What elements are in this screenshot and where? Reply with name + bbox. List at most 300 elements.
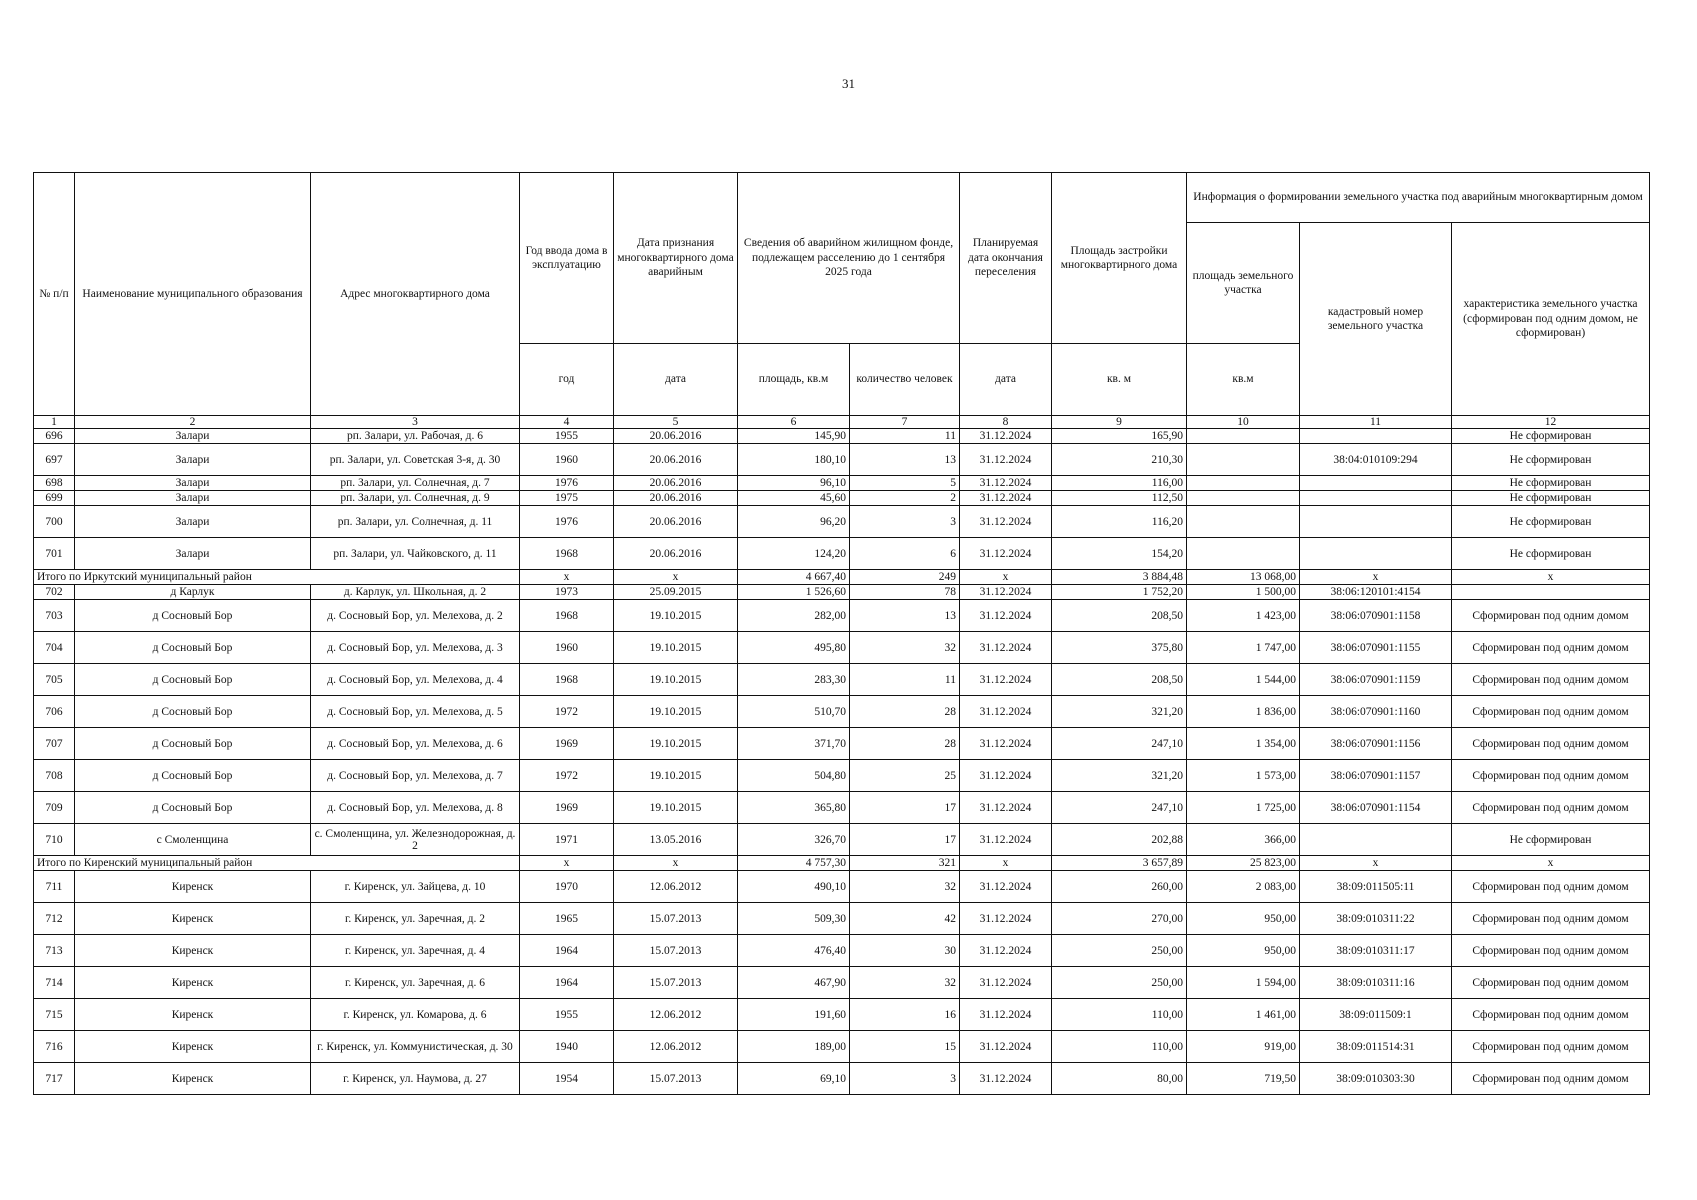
planned-end-cell: 31.12.2024 [960, 444, 1052, 476]
people-cell: 11 [850, 664, 960, 696]
cadastral-cell: 38:06:070901:1158 [1300, 600, 1452, 632]
col-number: 12 [1452, 416, 1650, 429]
year-cell: 1968 [520, 664, 614, 696]
land-char-cell: Сформирован под одним домом [1452, 760, 1650, 792]
building-area-cell: 250,00 [1052, 935, 1187, 967]
header-unit-sqm: кв. м [1052, 344, 1187, 416]
cadastral-cell: 38:06:070901:1156 [1300, 728, 1452, 760]
date-recognized-cell: 20.06.2016 [614, 444, 738, 476]
municipality-cell: Киренск [75, 967, 311, 999]
land-area-cell [1187, 429, 1300, 444]
municipality-cell: д Сосновый Бор [75, 696, 311, 728]
col-number: 6 [738, 416, 850, 429]
land-char-cell: Сформирован под одним домом [1452, 696, 1650, 728]
people-cell: 30 [850, 935, 960, 967]
year-cell: 1965 [520, 903, 614, 935]
municipality-cell: Залари [75, 476, 311, 491]
address-cell: д. Сосновый Бор, ул. Мелехова, д. 5 [311, 696, 520, 728]
table-row [34, 728, 1650, 760]
municipality-cell: Киренск [75, 1031, 311, 1063]
planned-end-cell: 31.12.2024 [960, 538, 1052, 570]
building-area-cell: 375,80 [1052, 632, 1187, 664]
date-recognized-cell: 20.06.2016 [614, 538, 738, 570]
year-cell: 1972 [520, 760, 614, 792]
land-char-cell: Не сформирован [1452, 429, 1650, 444]
header-unit-date: дата [614, 344, 738, 416]
header-year-built: Год ввода дома в эксплуатацию [520, 173, 614, 344]
municipality-cell: Залари [75, 506, 311, 538]
header-land-info: Информация о формировании земельного участка под аварийным многоквартирным домом [1187, 173, 1650, 223]
land-char-cell [1452, 585, 1650, 600]
planned-end-cell: 31.12.2024 [960, 664, 1052, 696]
area-cell: 365,80 [738, 792, 850, 824]
building-area-cell: 202,88 [1052, 824, 1187, 856]
year-cell: 1955 [520, 429, 614, 444]
header-municipality: Наименование муниципального образования [75, 173, 311, 416]
year-cell: x [520, 856, 614, 871]
col-number: 5 [614, 416, 738, 429]
cadastral-cell: 38:06:070901:1157 [1300, 760, 1452, 792]
address-cell: г. Киренск, ул. Коммунистическая, д. 30 [311, 1031, 520, 1063]
municipality-cell: д Сосновый Бор [75, 664, 311, 696]
people-cell: 2 [850, 491, 960, 506]
land-char-cell: Не сформирован [1452, 491, 1650, 506]
land-area-cell: 1 573,00 [1187, 760, 1300, 792]
people-cell: 13 [850, 444, 960, 476]
year-cell: 1968 [520, 538, 614, 570]
land-char-cell: Не сформирован [1452, 824, 1650, 856]
municipality-cell: с Смоленщина [75, 824, 311, 856]
date-recognized-cell: x [614, 570, 738, 585]
total-row [34, 570, 1650, 585]
cadastral-cell [1300, 506, 1452, 538]
area-cell: 490,10 [738, 871, 850, 903]
header-unit-area: площадь, кв.м [738, 344, 850, 416]
year-cell: 1975 [520, 491, 614, 506]
cadastral-cell: 38:09:010311:22 [1300, 903, 1452, 935]
area-cell: 4 757,30 [738, 856, 850, 871]
cadastral-cell: 38:04:010109:294 [1300, 444, 1452, 476]
building-area-cell: 110,00 [1052, 999, 1187, 1031]
planned-end-cell: 31.12.2024 [960, 999, 1052, 1031]
year-cell: 1964 [520, 935, 614, 967]
col-number: 4 [520, 416, 614, 429]
area-cell: 4 667,40 [738, 570, 850, 585]
date-recognized-cell: 19.10.2015 [614, 792, 738, 824]
municipality-cell: Киренск [75, 903, 311, 935]
municipality-cell: Киренск [75, 871, 311, 903]
land-char-cell: Сформирован под одним домом [1452, 999, 1650, 1031]
people-cell: 28 [850, 696, 960, 728]
planned-end-cell: 31.12.2024 [960, 871, 1052, 903]
header-unit-year: год [520, 344, 614, 416]
land-area-cell: 13 068,00 [1187, 570, 1300, 585]
address-cell: д. Карлук, ул. Школьная, д. 2 [311, 585, 520, 600]
building-area-cell: 3 657,89 [1052, 856, 1187, 871]
address-cell: г. Киренск, ул. Заречная, д. 6 [311, 967, 520, 999]
land-char-cell: Не сформирован [1452, 476, 1650, 491]
year-cell: 1960 [520, 632, 614, 664]
table-row [34, 538, 1650, 570]
people-cell: 16 [850, 999, 960, 1031]
col-number: 11 [1300, 416, 1452, 429]
cadastral-cell: 38:09:011505:11 [1300, 871, 1452, 903]
cadastral-cell: 38:09:010303:30 [1300, 1063, 1452, 1095]
planned-end-cell: 31.12.2024 [960, 600, 1052, 632]
date-recognized-cell: 20.06.2016 [614, 429, 738, 444]
total-label: Итого по Иркутский муниципальный район [34, 570, 520, 585]
area-cell: 45,60 [738, 491, 850, 506]
land-area-cell [1187, 476, 1300, 491]
date-recognized-cell: 20.06.2016 [614, 476, 738, 491]
row-number: 700 [34, 506, 75, 538]
date-recognized-cell: 12.06.2012 [614, 871, 738, 903]
municipality-cell: Залари [75, 538, 311, 570]
land-char-cell: Сформирован под одним домом [1452, 1063, 1650, 1095]
year-cell: 1955 [520, 999, 614, 1031]
row-number: 701 [34, 538, 75, 570]
land-area-cell: 919,00 [1187, 1031, 1300, 1063]
people-cell: 15 [850, 1031, 960, 1063]
date-recognized-cell: 15.07.2013 [614, 967, 738, 999]
land-area-cell: 1 544,00 [1187, 664, 1300, 696]
table-row [34, 506, 1650, 538]
year-cell: 1976 [520, 476, 614, 491]
municipality-cell: Залари [75, 491, 311, 506]
cadastral-cell: 38:06:070901:1159 [1300, 664, 1452, 696]
land-char-cell: x [1452, 856, 1650, 871]
planned-end-cell: 31.12.2024 [960, 760, 1052, 792]
address-cell: д. Сосновый Бор, ул. Мелехова, д. 8 [311, 792, 520, 824]
date-recognized-cell: 13.05.2016 [614, 824, 738, 856]
address-cell: рп. Залари, ул. Рабочая, д. 6 [311, 429, 520, 444]
building-area-cell: 110,00 [1052, 1031, 1187, 1063]
area-cell: 504,80 [738, 760, 850, 792]
cadastral-cell: 38:06:070901:1155 [1300, 632, 1452, 664]
cadastral-cell [1300, 538, 1452, 570]
land-area-cell [1187, 538, 1300, 570]
year-cell: 1964 [520, 967, 614, 999]
building-area-cell: 112,50 [1052, 491, 1187, 506]
row-number: 696 [34, 429, 75, 444]
building-area-cell: 116,00 [1052, 476, 1187, 491]
row-number: 704 [34, 632, 75, 664]
land-char-cell: Сформирован под одним домом [1452, 903, 1650, 935]
address-cell: д. Сосновый Бор, ул. Мелехова, д. 4 [311, 664, 520, 696]
table-row [34, 476, 1650, 491]
people-cell: 3 [850, 506, 960, 538]
col-number: 8 [960, 416, 1052, 429]
date-recognized-cell: 15.07.2013 [614, 903, 738, 935]
land-area-cell: 1 423,00 [1187, 600, 1300, 632]
land-area-cell: 1 500,00 [1187, 585, 1300, 600]
municipality-cell: д Сосновый Бор [75, 792, 311, 824]
people-cell: 17 [850, 824, 960, 856]
address-cell: рп. Залари, ул. Солнечная, д. 9 [311, 491, 520, 506]
row-number: 699 [34, 491, 75, 506]
land-area-cell: 2 083,00 [1187, 871, 1300, 903]
area-cell: 495,80 [738, 632, 850, 664]
area-cell: 1 526,60 [738, 585, 850, 600]
people-cell: 321 [850, 856, 960, 871]
people-cell: 42 [850, 903, 960, 935]
table-row [34, 792, 1650, 824]
table-row [34, 600, 1650, 632]
address-cell: д. Сосновый Бор, ул. Мелехова, д. 3 [311, 632, 520, 664]
planned-end-cell: 31.12.2024 [960, 1031, 1052, 1063]
header-land-area: площадь земельного участка [1187, 223, 1300, 344]
land-char-cell: Не сформирован [1452, 444, 1650, 476]
row-number: 710 [34, 824, 75, 856]
table-row [34, 999, 1650, 1031]
land-area-cell: 1 594,00 [1187, 967, 1300, 999]
address-cell: д. Сосновый Бор, ул. Мелехова, д. 7 [311, 760, 520, 792]
date-recognized-cell: 19.10.2015 [614, 632, 738, 664]
building-area-cell: 321,20 [1052, 696, 1187, 728]
land-area-cell: 1 747,00 [1187, 632, 1300, 664]
cadastral-cell: x [1300, 856, 1452, 871]
building-area-cell: 321,20 [1052, 760, 1187, 792]
cadastral-cell: 38:09:011509:1 [1300, 999, 1452, 1031]
people-cell: 28 [850, 728, 960, 760]
year-cell: 1970 [520, 871, 614, 903]
row-number: 715 [34, 999, 75, 1031]
table-body [34, 429, 1650, 1095]
header-emergency-info: Сведения об аварийном жилищном фонде, подлежащем расселению до 1 сентября 2025 года [738, 173, 960, 344]
land-area-cell: 950,00 [1187, 903, 1300, 935]
area-cell: 509,30 [738, 903, 850, 935]
planned-end-cell: 31.12.2024 [960, 792, 1052, 824]
row-number: 697 [34, 444, 75, 476]
cadastral-cell: 38:06:070901:1154 [1300, 792, 1452, 824]
year-cell: 1954 [520, 1063, 614, 1095]
area-cell: 282,00 [738, 600, 850, 632]
date-recognized-cell: 15.07.2013 [614, 935, 738, 967]
address-cell: рп. Залари, ул. Советская 3-я, д. 30 [311, 444, 520, 476]
address-cell: д. Сосновый Бор, ул. Мелехова, д. 6 [311, 728, 520, 760]
municipality-cell: Киренск [75, 999, 311, 1031]
date-recognized-cell: x [614, 856, 738, 871]
land-area-cell: 366,00 [1187, 824, 1300, 856]
col-number: 3 [311, 416, 520, 429]
header-land-char: характеристика земельного участка (сформирован под одним домом, не сформирован) [1452, 223, 1650, 416]
table-row [34, 444, 1650, 476]
planned-end-cell: 31.12.2024 [960, 1063, 1052, 1095]
land-area-cell: 1 354,00 [1187, 728, 1300, 760]
date-recognized-cell: 12.06.2012 [614, 1031, 738, 1063]
area-cell: 180,10 [738, 444, 850, 476]
land-char-cell: Сформирован под одним домом [1452, 728, 1650, 760]
area-cell: 371,70 [738, 728, 850, 760]
municipality-cell: д Сосновый Бор [75, 728, 311, 760]
people-cell: 249 [850, 570, 960, 585]
row-number: 711 [34, 871, 75, 903]
municipality-cell: д Сосновый Бор [75, 632, 311, 664]
planned-end-cell: 31.12.2024 [960, 585, 1052, 600]
area-cell: 145,90 [738, 429, 850, 444]
row-number: 703 [34, 600, 75, 632]
planned-end-cell: 31.12.2024 [960, 491, 1052, 506]
land-char-cell: Сформирован под одним домом [1452, 632, 1650, 664]
header-address: Адрес многоквартирного дома [311, 173, 520, 416]
row-number: 706 [34, 696, 75, 728]
area-cell: 467,90 [738, 967, 850, 999]
date-recognized-cell: 20.06.2016 [614, 506, 738, 538]
row-number: 698 [34, 476, 75, 491]
cadastral-cell [1300, 491, 1452, 506]
cadastral-cell: 38:09:011514:31 [1300, 1031, 1452, 1063]
header-cadastral: кадастровый номер земельного участка [1300, 223, 1452, 416]
header-planned-end: Планируемая дата окончания переселения [960, 173, 1052, 344]
area-cell: 96,20 [738, 506, 850, 538]
planned-end-cell: 31.12.2024 [960, 935, 1052, 967]
address-cell: г. Киренск, ул. Наумова, д. 27 [311, 1063, 520, 1095]
table-row [34, 903, 1650, 935]
building-area-cell: 80,00 [1052, 1063, 1187, 1095]
land-char-cell: Сформирован под одним домом [1452, 792, 1650, 824]
area-cell: 326,70 [738, 824, 850, 856]
municipality-cell: Залари [75, 444, 311, 476]
date-recognized-cell: 19.10.2015 [614, 696, 738, 728]
table-row [34, 585, 1650, 600]
area-cell: 283,30 [738, 664, 850, 696]
land-char-cell: Не сформирован [1452, 538, 1650, 570]
table-row [34, 760, 1650, 792]
land-area-cell [1187, 491, 1300, 506]
planned-end-cell: 31.12.2024 [960, 429, 1052, 444]
area-cell: 124,20 [738, 538, 850, 570]
cadastral-cell: 38:06:070901:1160 [1300, 696, 1452, 728]
year-cell: 1969 [520, 728, 614, 760]
col-number: 7 [850, 416, 960, 429]
people-cell: 32 [850, 871, 960, 903]
building-area-cell: 116,20 [1052, 506, 1187, 538]
planned-end-cell: 31.12.2024 [960, 903, 1052, 935]
header-unit-people: количество человек [850, 344, 960, 416]
year-cell: x [520, 570, 614, 585]
header-date-recognized: Дата признания многоквартирного дома аварийным [614, 173, 738, 344]
land-char-cell: Сформирован под одним домом [1452, 664, 1650, 696]
building-area-cell: 3 884,48 [1052, 570, 1187, 585]
building-area-cell: 210,30 [1052, 444, 1187, 476]
planned-end-cell: x [960, 856, 1052, 871]
land-area-cell: 25 823,00 [1187, 856, 1300, 871]
building-area-cell: 1 752,20 [1052, 585, 1187, 600]
year-cell: 1940 [520, 1031, 614, 1063]
land-area-cell [1187, 444, 1300, 476]
municipality-cell: д Сосновый Бор [75, 600, 311, 632]
col-number: 2 [75, 416, 311, 429]
land-char-cell: Сформирован под одним домом [1452, 967, 1650, 999]
address-cell: рп. Залари, ул. Чайковского, д. 11 [311, 538, 520, 570]
row-number: 717 [34, 1063, 75, 1095]
planned-end-cell: 31.12.2024 [960, 632, 1052, 664]
date-recognized-cell: 25.09.2015 [614, 585, 738, 600]
address-cell: г. Киренск, ул. Комарова, д. 6 [311, 999, 520, 1031]
municipality-cell: Залари [75, 429, 311, 444]
planned-end-cell: x [960, 570, 1052, 585]
col-number: 10 [1187, 416, 1300, 429]
date-recognized-cell: 15.07.2013 [614, 1063, 738, 1095]
table-row [34, 491, 1650, 506]
land-char-cell: Не сформирован [1452, 506, 1650, 538]
area-cell: 476,40 [738, 935, 850, 967]
municipality-cell: Киренск [75, 1063, 311, 1095]
land-area-cell: 1 836,00 [1187, 696, 1300, 728]
building-area-cell: 208,50 [1052, 600, 1187, 632]
building-area-cell: 208,50 [1052, 664, 1187, 696]
building-area-cell: 260,00 [1052, 871, 1187, 903]
year-cell: 1968 [520, 600, 614, 632]
year-cell: 1971 [520, 824, 614, 856]
people-cell: 13 [850, 600, 960, 632]
table-row [34, 824, 1650, 856]
planned-end-cell: 31.12.2024 [960, 506, 1052, 538]
people-cell: 78 [850, 585, 960, 600]
planned-end-cell: 31.12.2024 [960, 967, 1052, 999]
land-area-cell: 1 461,00 [1187, 999, 1300, 1031]
row-number: 705 [34, 664, 75, 696]
planned-end-cell: 31.12.2024 [960, 824, 1052, 856]
table-row [34, 429, 1650, 444]
address-cell: г. Киренск, ул. Заречная, д. 2 [311, 903, 520, 935]
building-area-cell: 247,10 [1052, 792, 1187, 824]
col-number: 1 [34, 416, 75, 429]
row-number: 714 [34, 967, 75, 999]
area-cell: 96,10 [738, 476, 850, 491]
land-area-cell: 950,00 [1187, 935, 1300, 967]
header-unit-date2: дата [960, 344, 1052, 416]
year-cell: 1969 [520, 792, 614, 824]
emergency-housing-table-wrap [33, 172, 1649, 1095]
people-cell: 3 [850, 1063, 960, 1095]
table-row [34, 632, 1650, 664]
date-recognized-cell: 19.10.2015 [614, 664, 738, 696]
people-cell: 32 [850, 967, 960, 999]
building-area-cell: 250,00 [1052, 967, 1187, 999]
table-row [34, 696, 1650, 728]
year-cell: 1976 [520, 506, 614, 538]
row-number: 702 [34, 585, 75, 600]
year-cell: 1960 [520, 444, 614, 476]
year-cell: 1972 [520, 696, 614, 728]
area-cell: 510,70 [738, 696, 850, 728]
municipality-cell: д Карлук [75, 585, 311, 600]
address-cell: г. Киренск, ул. Заречная, д. 4 [311, 935, 520, 967]
header-num: № п/п [34, 173, 75, 416]
land-area-cell [1187, 506, 1300, 538]
row-number: 712 [34, 903, 75, 935]
land-char-cell: Сформирован под одним домом [1452, 871, 1650, 903]
address-cell: рп. Залари, ул. Солнечная, д. 7 [311, 476, 520, 491]
people-cell: 5 [850, 476, 960, 491]
cadastral-cell: 38:09:010311:17 [1300, 935, 1452, 967]
row-number: 709 [34, 792, 75, 824]
cadastral-cell [1300, 824, 1452, 856]
land-char-cell: Сформирован под одним домом [1452, 935, 1650, 967]
municipality-cell: Киренск [75, 935, 311, 967]
header-building-area: Площадь застройки многоквартирного дома [1052, 173, 1187, 344]
people-cell: 17 [850, 792, 960, 824]
cadastral-cell: 38:09:010311:16 [1300, 967, 1452, 999]
planned-end-cell: 31.12.2024 [960, 728, 1052, 760]
date-recognized-cell: 12.06.2012 [614, 999, 738, 1031]
table-row [34, 871, 1650, 903]
row-number: 713 [34, 935, 75, 967]
land-area-cell: 719,50 [1187, 1063, 1300, 1095]
people-cell: 25 [850, 760, 960, 792]
address-cell: с. Смоленщина, ул. Железнодорожная, д. 2 [311, 824, 520, 856]
